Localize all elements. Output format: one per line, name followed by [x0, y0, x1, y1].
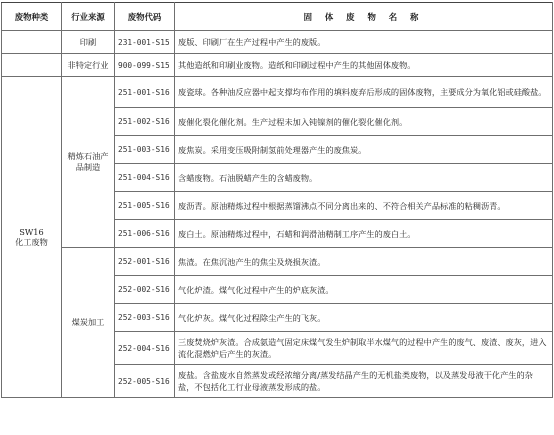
category-cell: SW16 化工废物 [2, 77, 62, 398]
waste-description-cell: 气化炉灰。煤气化过程除尘产生的飞灰。 [175, 304, 553, 332]
header-code: 废物代码 [115, 3, 175, 31]
waste-description-cell: 废焦炭。采用变压吸附制氢前处理器产生的废焦炭。 [175, 136, 553, 164]
waste-code-cell: 252-002-S16 [115, 276, 175, 304]
table-row [2, 77, 553, 108]
waste-description-cell: 其他造纸和印刷业废物。造纸和印刷过程中产生的其他固体废物。 [175, 54, 553, 77]
waste-description-cell: 焦渣。在焦沉池产生的焦尘及烧损灰渣。 [175, 248, 553, 276]
industry-cell: 印刷 [62, 31, 115, 54]
waste-description-cell: 废白土。原油精炼过程中，石蜡和润滑油精制工序产生的废白土。 [175, 220, 553, 248]
waste-description-cell: 废瓷球。各种油反应器中起支撑均布作用的填料废弃后形成的固体废物，主要成分为氧化铝或硅酸盐。 [175, 77, 553, 108]
header-description: 固 体 废 物 名 称 [175, 3, 553, 31]
waste-code-cell: 251-006-S16 [115, 220, 175, 248]
waste-code-cell: 251-005-S16 [115, 192, 175, 220]
waste-description-cell: 气化炉渣。煤气化过程中产生的炉底灰渣。 [175, 276, 553, 304]
header-industry: 行业来源 [62, 3, 115, 31]
waste-code-cell: 252-001-S16 [115, 248, 175, 276]
header-category: 废物种类 [2, 3, 62, 31]
industry-cell: 精炼石油产 品制造 [62, 77, 115, 248]
waste-code-cell: 252-004-S16 [115, 332, 175, 365]
waste-code-cell: 900-099-S15 [115, 54, 175, 77]
waste-code-cell: 252-003-S16 [115, 304, 175, 332]
solid-waste-table [1, 2, 553, 398]
waste-description-cell: 含蜡废物。石油脱蜡产生的含蜡废物。 [175, 164, 553, 192]
table-row [2, 31, 553, 54]
waste-code-cell: 251-002-S16 [115, 108, 175, 136]
waste-description-cell: 废沥青。原油精炼过程中根据蒸馏沸点不同分离出来的、不符合相关产品标准的粘稠沥青。 [175, 192, 553, 220]
table-row [2, 248, 553, 276]
industry-cell: 煤炭加工 [62, 248, 115, 398]
table-row [2, 54, 553, 77]
table-header-row [2, 3, 553, 31]
waste-code-cell: 231-001-S15 [115, 31, 175, 54]
waste-code-cell: 252-005-S16 [115, 365, 175, 398]
waste-description-cell: 废盐。含盐废水自然蒸发或经浓缩分离/蒸发结晶产生的无机盐类废物，以及蒸发母液干化产生的杂盐，不包括化工行业母液蒸发形成的盐。 [175, 365, 553, 398]
waste-code-cell: 251-001-S16 [115, 77, 175, 108]
category-cell-blank [2, 54, 62, 77]
category-cell-blank [2, 31, 62, 54]
waste-code-cell: 251-004-S16 [115, 164, 175, 192]
waste-description-cell: 废催化裂化催化剂。生产过程未加入钝镍剂的催化裂化催化剂。 [175, 108, 553, 136]
waste-code-cell: 251-003-S16 [115, 136, 175, 164]
waste-description-cell: 三废焚烧炉灰渣。合成氨造气固定床煤气发生炉制取半水煤气的过程中产生的废气、废渣、废灰，进入流化混燃炉后产生的灰渣。 [175, 332, 553, 365]
waste-description-cell: 废版、印刷厂在生产过程中产生的废版。 [175, 31, 553, 54]
industry-cell: 非特定行业 [62, 54, 115, 77]
